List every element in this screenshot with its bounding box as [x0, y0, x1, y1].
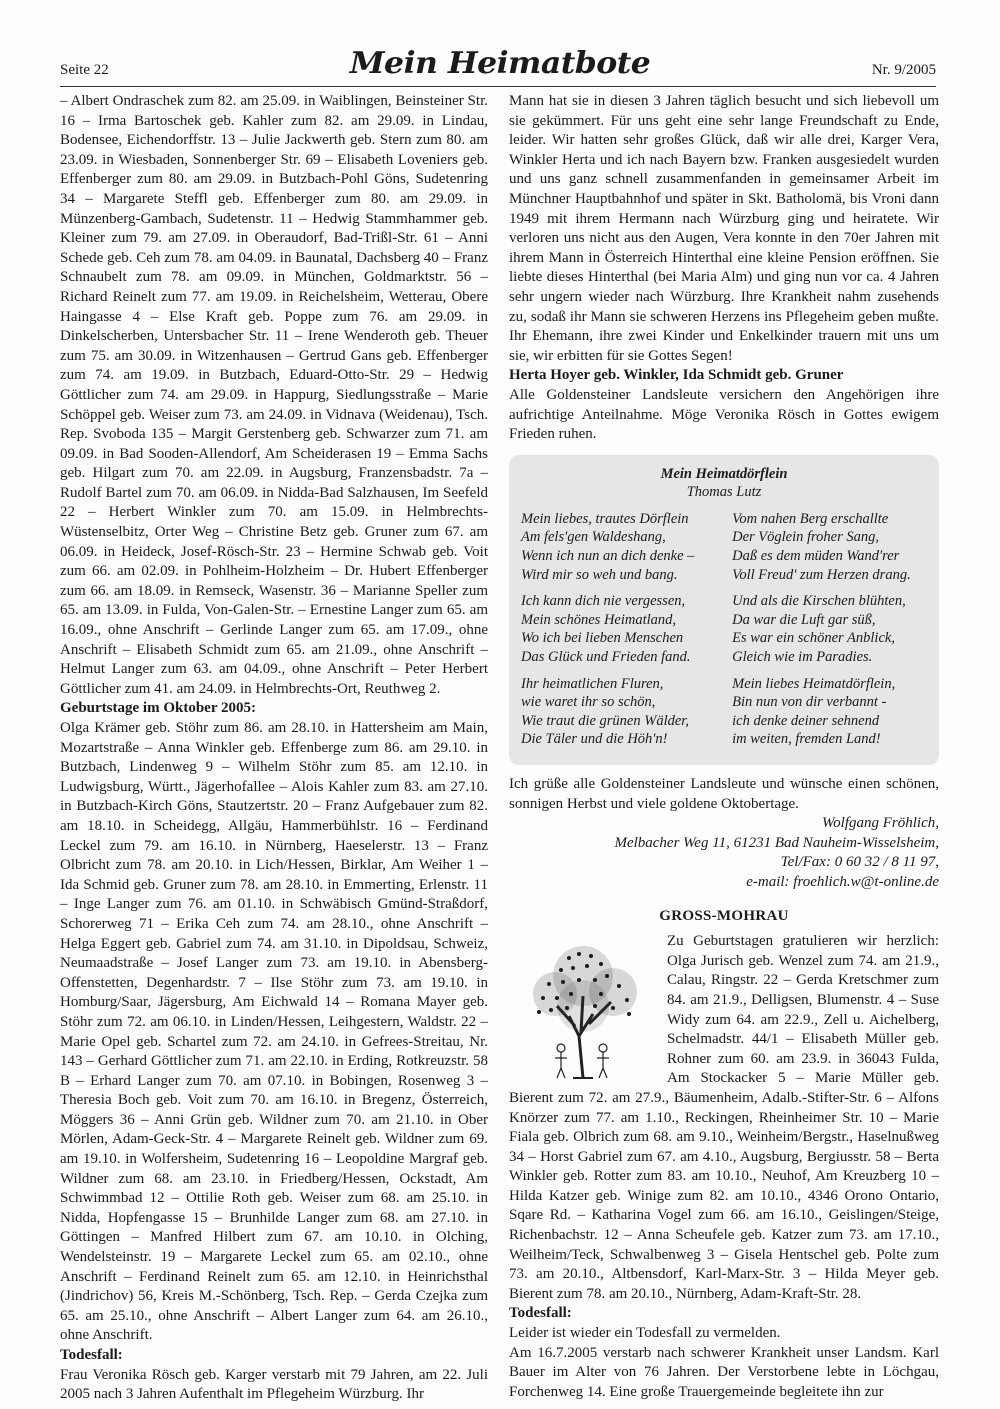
poem-line: Daß es dem müden Wand'rer	[732, 548, 900, 565]
poem-line: Es war ein schöner Anblick,	[732, 630, 895, 647]
death-notice-line: Leider ist wieder ein Todesfall zu vermelden.	[509, 1325, 781, 1342]
poem-line: Voll Freud' zum Herzen drang.	[732, 566, 911, 583]
poem-stanza	[732, 592, 927, 666]
tree-illustration	[509, 936, 657, 1084]
poem-line: Ich kann dich nie vergessen,	[521, 593, 686, 610]
greeting-text: Ich grüße alle Goldensteiner Landsleute und wünsche einen schönen, sonnigen Herbst und viele goldene Oktobertage.	[509, 776, 939, 812]
poem-author: Thomas Lutz	[686, 484, 762, 501]
signature-block	[509, 814, 939, 892]
poem-line: Vom nahen Berg erschallte	[732, 510, 889, 527]
poem-line: Da war die Luft gar süß,	[732, 611, 876, 628]
poem-right-column	[732, 510, 927, 757]
signature-email: e-mail: froehlich.w@t-online.de	[746, 873, 939, 890]
birthday-list-october: Olga Krämer geb. Stöhr zum 86. am 28.10. in Hattersheim am Main, Mozartstraße – Anna Winkler geb. Effenberge zum 86. am 29.10. in Butzbach, Lindenweg 9 – Wilhelm Stöhr zum 85. am 12.10. in Ludwigsburg, Württ., Jägerhofallee – Alois Kahler zum 83. am 27.10. in Butzbach-Kirch Göns, Stautzertstr. 20 – Franz Aufgebauer zum 82. am 18.10. in Scheidegg, Allgäu, Hammerbühlstr. 16 – Ferdinand Leckel zum 79. am 16.10. in Nürnberg, Haeselerstr. 13 – Franz Olbricht zum 78. am 20.10. in Lich/Hessen, Birklar, Am Weiher 1 – Ida Schmid geb. Gruner zum 78. am 28.10. in Emmerting, Erlenstr. 11 – Inge Langer zum 76. am 01.10. in Schwäbisch Gmünd-Straßdorf, Schorerweg 71 – Erika Ceh zum 74. am 28.10., ohne Anschrift – Helga Eggert geb. Gabriel zum 74. am 31.10. in Dipoldsau, Schweiz, Neumaadstraße – Josef Langer zum 73. am 19.10. in Abensberg-Offenstetten, Degenhardstr. 7 – Ilse Stöhr zum 73. am 19.10. in Homburg/Saar, Jägersburg, Am Eichwald 14 – Romana Mayer geb. Stöhr zum 72. am 06.10. in Linden/Hessen, Leihgestern, Waldstr. 22 – Marie Opel geb. Schartel zum 72. am 24.10. in Gefrees-Streitau, Nr. 143 – Gerhard Göttlicher zum 71. am 22.10. in Erding, Rotkreuzstr. 58 B – Erhard Langer zum 70. am 07.10. in Bobingen, Rosenweg 3 – Theresia Boch geb. Voit zum 70. am 16.10. in Bregenz, Österreich, Möggers 36 – Anni Grün geb. Wildner zum 70. am 21.10. in Ober Mörlen, Adam-Geck-Str. 4 – Margarete Reinelt geb. Wildner zum 69. am 19.10. in Wolfersheim, Sudetenring 16 – Leopoldine Margraf geb. Wildner zum 68. am 23.10. in Friedberg/Hessen, Ockstadt, Am Schwimmbad 12 – Ottilie Roth geb. Weiser zum 68. am 25.10. in Nidda, Hopfengasse 15 – Brunhilde Langer zum 68. am 27.10. in Göttingen – Manfred Hilbert zum 67. am 10.10. in Olching, Wendelsteinstr. 19 – Margarete Leckel zum 65. am 02.10., ohne Anschrift – Ferdinand Reinelt zum 65. am 12.10. in Heinrichsthal (Jindrichov) 56, Kreis M.-Schönberg, Tsch. Rep. – Gerda Czejka zum 65. am 25.10., ohne Anschrift – Albert Langer zum 64. am 26.10., ohne Anschrift.	[60, 720, 488, 1344]
poem-line: Das Glück und Frieden fand.	[521, 649, 691, 666]
poem-line: Wie traut die grünen Wälder,	[521, 712, 689, 729]
obituary-rosch-continued: Mann hat sie in diesen 3 Jahren täglich besucht und sich liebevoll um sie gekümmert. Für uns geht eine sehr lange Freundschaft zu Ende, leider. Wir hatten sehr großes Glück, daß wir alle drei, Karger Vera, Winkler Herta und ich nach Bayern bzw. Franken ausgesiedelt wurden und uns ganz schnell zusammenfanden in gemeinsamer Arbeit im Münchner Hauptbahnhof und später in Skt. Batholomä, bis Vroni dann 1949 mit ihrem Hermann nach Würzburg ging und heiratete. Wir verloren uns nicht aus den Augen, Vera konnte in den 70er Jahren mit ihrem Mann in Österreich Hinterthal eine kleine Pension eröffnen. Sie liebte dieses Hinterthal (bei Maria Alm) und ging nun vor ca. 4 Jahren sehr ungern wieder nach Würzburg. Ihre Krankheit nahm zusehends zu, sodaß ihr Mann sie schweren Herzens ins Pflegeheim geben mußte. Ihr Ehemann, ihre zwei Kinder und Enkelkinder trauern mit uns um sie, wir erbitten für sie Gottes Segen!	[509, 93, 939, 364]
poem-title: Mein Heimatdörflein	[660, 465, 788, 482]
poem-line: Der Vöglein froher Sang,	[732, 529, 879, 546]
poem-stanza	[521, 592, 716, 666]
poem-line: Mein schönes Heimatland,	[521, 611, 677, 628]
obituary-rosch-start: Frau Veronika Rösch geb. Karger verstarb mit 79 Jahren, am 22. Juli 2005 nach 3 Jahren Aufenthalt im Pflegeheim Würzburg. Ihr	[60, 1366, 488, 1403]
page-number: Seite 22	[60, 62, 109, 78]
gross-mohrau-birthdays: Zu Geburtstagen gratulieren wir herzlich: Olga Jurisch geb. Wenzel zum 74. am 21.9., Calau, Ringstr. 22 – Gerda Kretschmer zum 84. am 21.9., Delligsen, Blumenstr. 4 – Suse Widy zum 64. am 22.9., Zell u. Aichelberg, Schelmadstr. 44/1 – Elisabeth Müller geb. Rohner zum 60. am 23.9. in 36043 Fulda, Am Stockacker 5 – Marie Müller geb. Bierent zum 72. am 27.9., Bäumenheim, Adalb.-Stifter-Str. 6 – Alfons Knörzer zum 77. am 1.10., Reckingen, Rheinheimer Str. 10 – Marie Fiala geb. Olbrich zum 68. am 9.10., Weinheim/Bergstr., Haselnußweg 34 – Horst Gabriel zum 67. am 4.10., Augsburg, Bergiusstr. 58 – Berta Winkler geb. Rotter zum 83. am 10.10., Neuhof, Am Kreuzberg 10 – Hilda Katzer geb. Winige zum 82. am 10.10., 4346 Orono Ontario, Sqare Rd. – Katharina Vogel zum 66. am 16.10., Geislingen/Steige, Richenbachstr. 12 – Anna Scheufele geb. Katzer zum 73. am 17.10., Weilheim/Teck, Schwalbenweg 3 – Gisela Hentschel geb. Polte zum 73. am 20.10., Altbensdorf, Karl-Marx-Str. 3 – Hilda Meyer geb. Bierent zum 78. am 20.10., Nürnberg, Adam-Kraft-Str. 28.	[509, 933, 939, 1302]
masthead-title: Mein Heimatbote	[349, 46, 651, 81]
poem-columns	[521, 510, 927, 757]
poem-line: Mein liebes Heimatdörflein,	[732, 675, 896, 692]
poem-line: im weiten, fremden Land!	[732, 731, 881, 748]
obituary-bauer: Am 16.7.2005 verstarb nach schwerer Krankheit unser Landsm. Karl Bauer im Alter von 76 Jahren. Der Verstorbene lebte in Löchgau, Forchenweg 14. Eine große Trauergemeinde begleitete ihn zur	[509, 1344, 939, 1400]
poem-stanza	[521, 675, 716, 749]
tree-icon	[509, 936, 657, 1084]
header-rule	[60, 86, 936, 87]
poem-line: Bin nun von dir verbannt -	[732, 694, 887, 711]
poem-line: Wird mir so weh und bang.	[521, 566, 678, 583]
poem-line: Mein liebes, trautes Dörflein	[521, 510, 689, 527]
right-column	[509, 92, 939, 1402]
left-column	[60, 92, 488, 1405]
signature-name: Wolfgang Fröhlich,	[822, 815, 939, 832]
poem-line: Die Täler und die Höh'n!	[521, 731, 668, 748]
poem-line: Wenn ich nun an dich denke –	[521, 548, 695, 565]
poem-box	[509, 455, 939, 765]
poem-line: wie waret ihr so schön,	[521, 694, 656, 711]
poem-line: Und als die Kirschen blühten,	[732, 593, 906, 610]
poem-line: Gleich wie im Paradies.	[732, 649, 873, 666]
poem-left-column	[521, 510, 716, 757]
condolence-text: Alle Goldensteiner Landsleute versichern den Angehörigen ihre aufrichtige Anteilnahme. Möge Veronika Rösch in Gottes ewigem Frieden ruhen.	[509, 386, 939, 443]
poem-line: Wo ich bei lieben Menschen	[521, 630, 684, 647]
poem-line: Ihr heimatlichen Fluren,	[521, 675, 664, 692]
section-title-gross-mohrau: GROSS-MOHRAU	[659, 907, 789, 924]
birthday-list-september: – Albert Ondraschek zum 82. am 25.09. in Waiblingen, Beinsteiner Str. 16 – Irma Bartoschek geb. Kahler zum 82. am 29.09. in Lindau, Bodensee, Eichendorffstr. 13 – Julie Jackwerth geb. Stern zum 80. am 23.09. in Wiesbaden, Sonnenberger Str. 69 – Elisabeth Loveniers geb. Effenberger zum 80. am 29.09. in Butzbach-Pohl Göns, Sudetenring 34 – Margarete Steffl geb. Effenberger zum 80. am 29.09. in Münzenberg-Gambach, Sudetenstr. 11 – Hedwig Stammhammer geb. Kleiner zum 79. am 27.09. in Oberaudorf, Bad-Trißl-Str. 61 – Anni Schede geb. Ceh zum 78. am 04.09. in Baunatal, Dachsberg 40 – Franz Schnaubelt zum 78. am 09.09. in München, Goldmarktstr. 56 – Richard Reinelt zum 77. am 19.09. in Reichelsheim, Wetterau, Obere Haingasse 4 – Else Kraft geb. Poppe zum 76. am 29.09. in Dinkelscherben, Untersbacher Str. 11 – Irene Wenderoth geb. Theuer zum 75. am 30.09. in Witzenhausen – Gertrud Gans geb. Effenberger zum 74. am 19.09. in Butzbach, Eduard-Otto-Str. 29 – Hedwig Göttlicher zum 74. am 29.09. in Happurg, Siedlungsstraße – Marie Schöppel geb. Weiser zum 73. am 24.09. in Vidnava (Weidenau), Tsch. Rep. Svoboda 135 – Margit Gerstenberg geb. Schwarzer zum 71. am 09.09. in Bad Sooden-Allendorf, Am Scheiderasen 19 – Emma Sachs geb. Hilgart zum 70. am 22.09. in Augsburg, Franzensbadstr. 7a – Rudolf Bartel zum 70. am 06.09. in Nidda-Bad Salzhausen, Im Seefeld 22 – Herbert Winkler zum 70. am 15.09. in Helmbrechts-Wüstenselbitz, Orter Weg – Christine Betz geb. Gruner zum 67. am 06.09. in Heideck, Josef-Rösch-Str. 23 – Hermine Schwab geb. Voit zum 66. am 02.09. in Pohlheim-Holzheim – Dr. Hubert Effenberger zum 66. am 18.09. in Remseck, Wasenstr. 36 – Marianne Speller zum 65. am 13.09. in Fulda, Von-Galen-Str. – Ernestine Langer zum 65. am 16.09., ohne Anschrift – Gerlinde Langer zum 65. am 17.09., ohne Anschrift – Elisabeth Schmidt zum 65. am 21.09., ohne Anschrift – Helmut Langer zum 63. am 04.09., ohne Anschrift – Peter Herbert Göttlicher zum 41. am 24.09. in Helmbrechts-Ort, Reuthweg 2.	[60, 93, 488, 697]
october-heading: Geburtstage im Oktober 2005:	[60, 700, 256, 717]
poem-stanza	[732, 675, 927, 749]
condolence-heading: Herta Hoyer geb. Winkler, Ida Schmidt geb. Gruner	[509, 367, 844, 384]
poem-line: ich denke deiner sehnend	[732, 712, 880, 729]
issue-number: Nr. 9/2005	[871, 62, 936, 78]
signature-address: Melbacher Weg 11, 61231 Bad Nauheim-Wisselsheim,	[614, 834, 939, 851]
poem-line: Am fels'gen Waldeshang,	[521, 529, 666, 546]
death-heading-left: Todesfall:	[60, 1347, 123, 1363]
poem-stanza	[732, 510, 927, 584]
signature-telfax: Tel/Fax: 0 60 32 / 8 11 97,	[780, 854, 939, 871]
death-heading-right: Todesfall:	[509, 1305, 572, 1322]
poem-stanza	[521, 510, 716, 584]
